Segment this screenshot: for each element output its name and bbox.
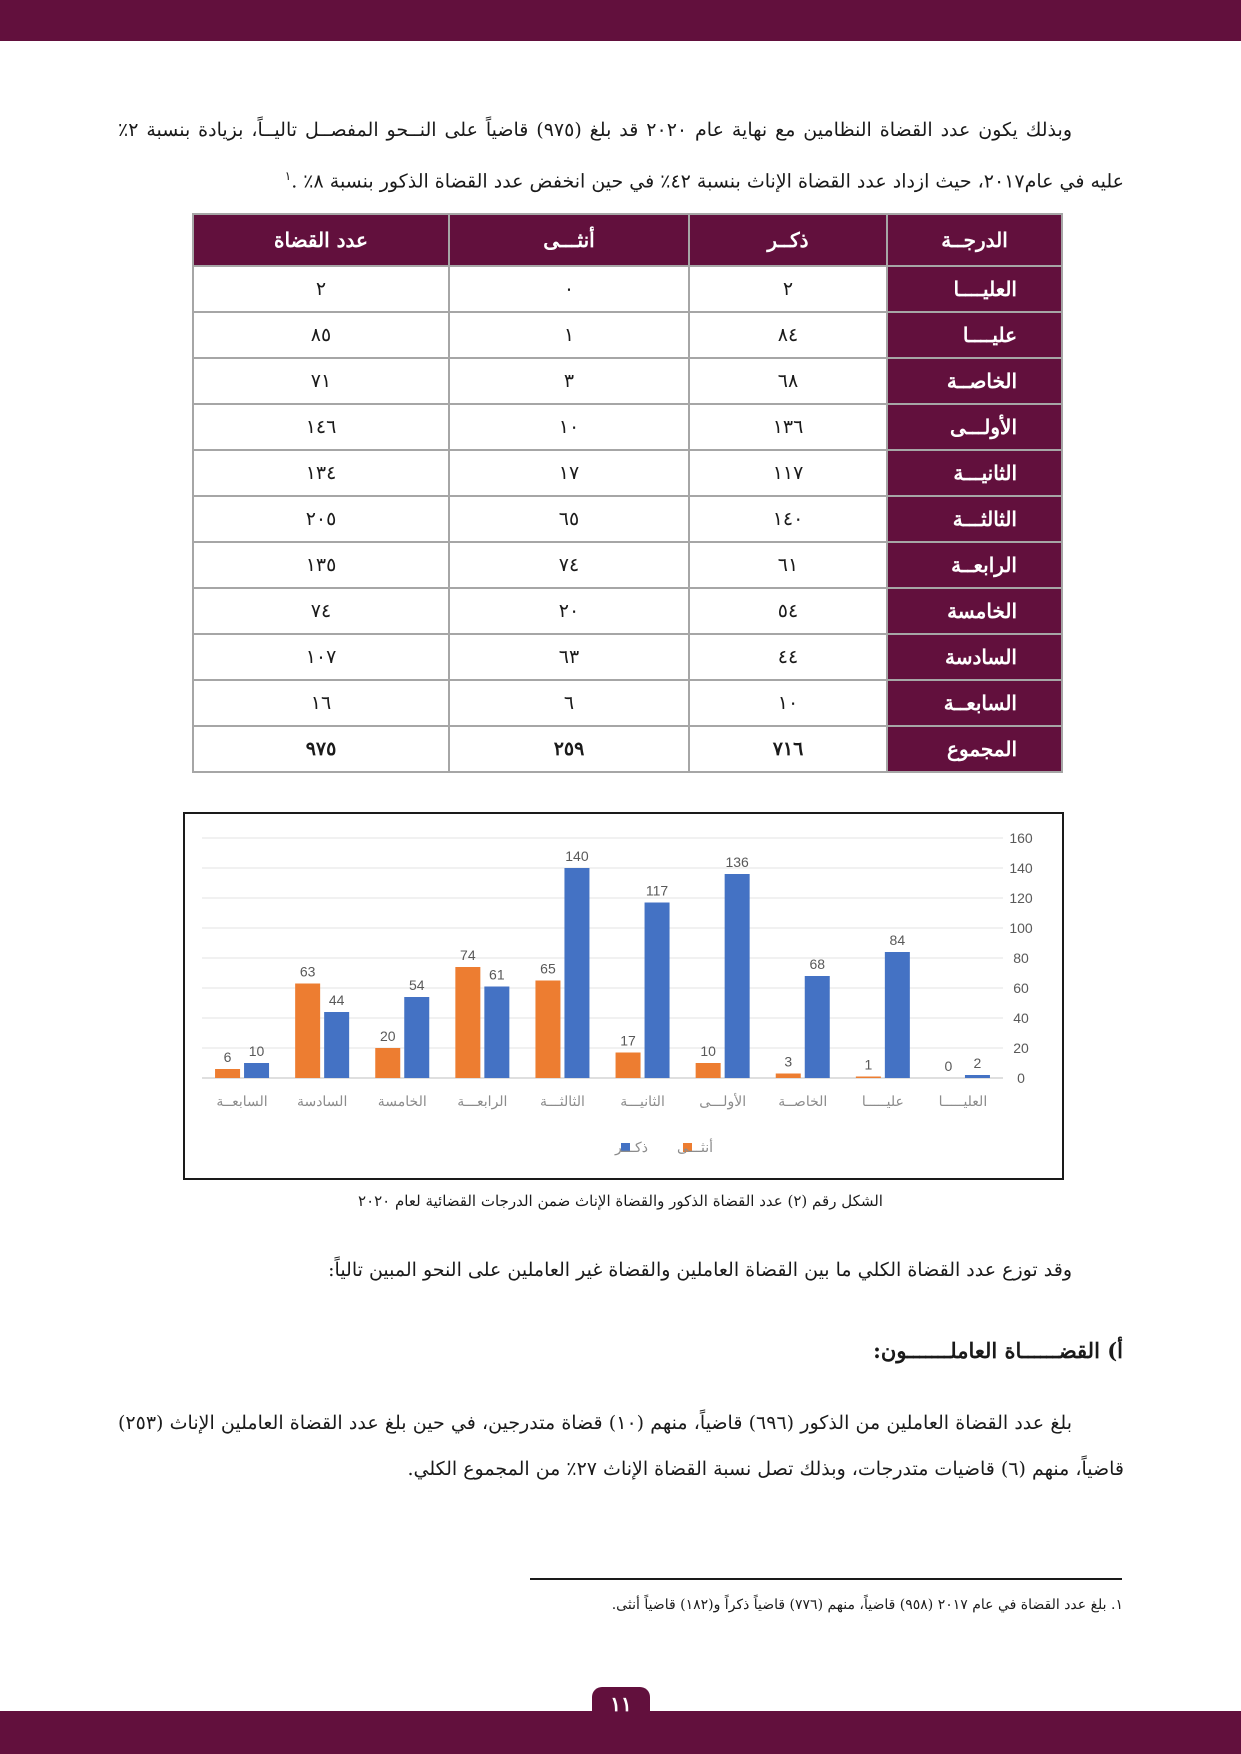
y-tick-label: 80 [1013, 950, 1029, 966]
data-label: 65 [540, 960, 556, 977]
cell-total: ٧١ [193, 358, 449, 404]
cell-female: ٦٣ [449, 634, 689, 680]
cell-female: ٢٥٩ [449, 726, 689, 772]
cell-total: ١٣٤ [193, 450, 449, 496]
data-label: 0 [944, 1058, 953, 1074]
data-label: 140 [565, 848, 589, 864]
cell-female: ٣ [449, 358, 689, 404]
y-tick-label: 60 [1013, 980, 1029, 996]
bar-male [484, 987, 509, 1079]
table-header-row [193, 214, 1062, 266]
cell-female: ٢٠ [449, 588, 689, 634]
cell-total: ١٦ [193, 680, 449, 726]
table-row [193, 588, 1062, 634]
y-tick-label: 0 [1017, 1070, 1025, 1086]
cell-degree: الثالثـــة [887, 496, 1062, 542]
data-label: 84 [889, 932, 906, 948]
bar-male [244, 1063, 269, 1078]
x-tick-label: الثالثـــة [539, 1094, 585, 1110]
data-label: 54 [408, 977, 425, 993]
bar-male [805, 976, 830, 1078]
bar-male [725, 874, 750, 1078]
footnote: ١. بلغ عدد القضاة في عام ٢٠١٧ (٩٥٨) قاضياً، منهم (٧٧٦) قاضياً ذكراً و(١٨٢) قاضياً أنثى. [611, 1597, 1123, 1613]
header-female: أنثـــى [449, 214, 689, 266]
table-row [193, 358, 1062, 404]
x-tick-label: الخامسة [377, 1094, 427, 1110]
y-tick-label: 160 [1009, 830, 1033, 846]
cell-male: ٥٤ [689, 588, 887, 634]
cell-male: ٦٨ [689, 358, 887, 404]
cell-total: ٢٠٥ [193, 496, 449, 542]
cell-male: ١٠ [689, 680, 887, 726]
cell-male: ٤٤ [689, 634, 887, 680]
cell-total: ٨٥ [193, 312, 449, 358]
page-number: ١١ [592, 1687, 650, 1723]
table-row [193, 312, 1062, 358]
x-tick-label: الخاصــة [778, 1094, 828, 1110]
figure-caption: الشكل رقم (٢) عدد القضاة الذكور والقضاة الإناث ضمن الدرجات القضائية لعام ٢٠٢٠ [358, 1192, 883, 1210]
cell-total: ١٤٦ [193, 404, 449, 450]
data-label: 6 [223, 1049, 232, 1065]
table-total-row [193, 726, 1062, 772]
cell-male: ٧١٦ [689, 726, 887, 772]
cell-male: ١٤٠ [689, 496, 887, 542]
bar-female [295, 984, 320, 1079]
cell-female: ٧٤ [449, 542, 689, 588]
header-male: ذكــر [689, 214, 887, 266]
data-label: 44 [328, 992, 345, 1008]
data-label: 20 [379, 1028, 396, 1044]
bar-female [375, 1048, 400, 1078]
cell-male: ٨٤ [689, 312, 887, 358]
bar-male [564, 868, 589, 1078]
bar-female [455, 967, 480, 1078]
footnote-marker[interactable]: ١ [284, 169, 292, 183]
cell-degree: الخامسة [887, 588, 1062, 634]
y-tick-label: 100 [1009, 920, 1033, 936]
bar-male [324, 1012, 349, 1078]
cell-degree: الخاصــة [887, 358, 1062, 404]
data-label: 61 [489, 966, 505, 983]
distribution-intro: وقد توزع عدد القضاة الكلي ما بين القضاة العاملين والقضاة غير العاملين على النحو المبين تالياً: [328, 1259, 1072, 1281]
cell-total: ٩٧٥ [193, 726, 449, 772]
data-label: 1 [864, 1056, 873, 1073]
table-row [193, 542, 1062, 588]
x-tick-label: الثانيـــة [620, 1094, 665, 1110]
bar-female [776, 1074, 801, 1079]
x-tick-label: السادسة [296, 1094, 348, 1110]
cell-total: ٢ [193, 266, 449, 312]
section-heading: أ) القضــــــاة العاملـــــــون: [873, 1338, 1123, 1363]
cell-degree: السادسة [887, 634, 1062, 680]
chart-canvas [185, 814, 1062, 1178]
cell-total: ١٣٥ [193, 542, 449, 588]
cell-male: ١٣٦ [689, 404, 887, 450]
cell-degree: الرابعــة [887, 542, 1062, 588]
data-label: 2 [973, 1055, 982, 1071]
legend-label: أنثـــى [677, 1140, 713, 1156]
data-label: 10 [700, 1043, 716, 1059]
cell-degree: المجموع [887, 726, 1062, 772]
data-label: 136 [725, 854, 749, 870]
bar-female [535, 981, 560, 1079]
table-row [193, 680, 1062, 726]
intro-paragraph-text: وبذلك يكون عدد القضاة النظامين مع نهاية عام ٢٠٢٠ قد بلغ (٩٧٥) قاضياً على النــحو المفصــل تاليــاً، بزيادة بنسبة ٢٪ عليه في عام٢٠١٧، حيث ازداد عدد القضاة الإناث بنسبة ٤٢٪ في حين انخفض عدد القضاة الذكور بنسبة ٨٪ . [118, 119, 1124, 193]
footnote-divider [530, 1578, 1122, 1580]
y-tick-label: 120 [1009, 890, 1033, 906]
cell-degree: عليــــا [887, 312, 1062, 358]
bar-female [856, 1077, 881, 1079]
data-label: 74 [460, 947, 476, 963]
cell-degree: الثانيـــة [887, 450, 1062, 496]
bar-male [645, 903, 670, 1079]
cell-female: ١٧ [449, 450, 689, 496]
cell-female: ١٠ [449, 404, 689, 450]
table-row [193, 266, 1062, 312]
x-tick-label: الرابعـــة [457, 1094, 508, 1110]
intro-paragraph [118, 107, 1124, 204]
x-tick-label: الأولـــى [699, 1094, 747, 1110]
cell-male: ١١٧ [689, 450, 887, 496]
cell-total: ١٠٧ [193, 634, 449, 680]
cell-female: ٦ [449, 680, 689, 726]
cell-degree: العليــــا [887, 266, 1062, 312]
cell-total: ٧٤ [193, 588, 449, 634]
bar-male [965, 1075, 990, 1078]
bar-male [885, 952, 910, 1078]
y-tick-label: 40 [1013, 1010, 1029, 1026]
cell-female: ٦٥ [449, 496, 689, 542]
x-tick-label: العليـــــا [938, 1094, 988, 1110]
bar-female [696, 1063, 721, 1078]
bar-female [215, 1069, 240, 1078]
y-tick-label: 140 [1009, 860, 1033, 876]
judges-table [192, 213, 1063, 773]
table-row [193, 496, 1062, 542]
cell-male: ٢ [689, 266, 887, 312]
table-row [193, 634, 1062, 680]
bar-chart [183, 812, 1064, 1180]
header-total: عدد القضاة [193, 214, 449, 266]
table-body [193, 266, 1062, 772]
cell-degree: الأولـــى [887, 404, 1062, 450]
header-degree: الدرجــة [887, 214, 1062, 266]
y-tick-label: 20 [1013, 1040, 1029, 1056]
bar-male [404, 997, 429, 1078]
x-tick-label: عليـــــا [861, 1094, 904, 1110]
data-label: 68 [809, 956, 826, 972]
header-band [0, 0, 1241, 41]
data-label: 17 [620, 1032, 636, 1049]
table-row [193, 450, 1062, 496]
x-tick-label: السابعــة [216, 1094, 268, 1110]
cell-female: ٠ [449, 266, 689, 312]
table-row [193, 404, 1062, 450]
cell-degree: السابعــة [887, 680, 1062, 726]
working-judges-paragraph: بلغ عدد القضاة العاملين من الذكور (٦٩٦) قاضياً، منهم (١٠) قضاة متدرجين، في حين بلغ عدد القضاة العاملين الإناث (٢٥٣) قاضياً، منهم (٦) قاضيات متدرجات، وبذلك تصل نسبة القضاة الإناث ٢٧٪ من المجموع الكلي. [118, 1412, 1124, 1480]
data-label: 3 [784, 1053, 793, 1070]
data-label: 10 [248, 1043, 265, 1059]
cell-female: ١ [449, 312, 689, 358]
data-label: 117 [645, 882, 669, 899]
cell-male: ٦١ [689, 542, 887, 588]
bar-female [616, 1053, 641, 1079]
legend-label: ذكـــر [615, 1140, 648, 1156]
data-label: 63 [299, 963, 316, 980]
